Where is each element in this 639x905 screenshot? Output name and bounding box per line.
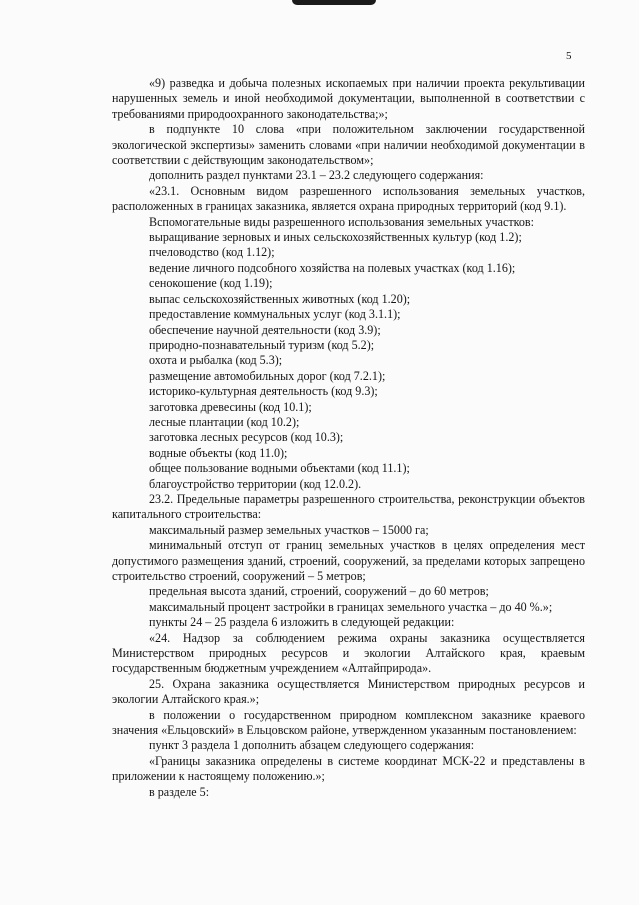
- paragraph-boundaries: «Границы заказника определены в системе координат МСК-22 и представлены в приложении к настоящему положению.»;: [112, 753, 585, 784]
- paragraph-23-1: «23.1. Основным видом разрешенного использования земельных участков, расположенных в границах заказника, является охрана природных территорий (код 9.1).: [112, 183, 585, 214]
- paragraph-section-5: в разделе 5:: [149, 784, 210, 799]
- list-item: ведение личного подсобного хозяйства на полевых участках (код 1.16);: [149, 260, 516, 275]
- list-item: обеспечение научной деятельности (код 3.9);: [149, 322, 381, 337]
- page-number: 5: [566, 50, 572, 62]
- list-item: максимальный процент застройки в границах земельного участка – до 40 %.»;: [149, 599, 553, 614]
- paragraph-add-items: дополнить раздел пунктами 23.1 – 23.2 следующего содержания:: [149, 168, 484, 183]
- paragraph-position-eltsovsky: в положении о государственном природном комплексном заказнике краевого значения «Ельцовский» в Ельцовском районе, утвержденном указанным постановлением:: [112, 707, 585, 738]
- paragraph-23-2: 23.2. Предельные параметры разрешенного строительства, реконструкции объектов капитального строительства:: [112, 491, 585, 522]
- scan-binding-mark: [292, 0, 376, 5]
- list-item: выращивание зерновых и иных сельскохозяйственных культур (код 1.2);: [149, 230, 522, 245]
- paragraph-25: 25. Охрана заказника осуществляется Министерством природных ресурсов и экологии Алтайского края.»;: [112, 676, 585, 707]
- paragraph-24: «24. Надзор за соблюдением режима охраны заказника осуществляется Министерством природных ресурсов и экологии Алтайского края, краевым государственным бюджетным учреждением «Алтайприрода».: [112, 630, 585, 676]
- list-item: природно-познавательный туризм (код 5.2);: [149, 337, 375, 352]
- paragraph-subitem-10: в подпункте 10 слова «при положительном заключении государственной экологической экспертизы» заменить словами «при наличии необходимой документации в соответствии с действующим законодательством»;: [112, 122, 585, 168]
- list-item: водные объекты (код 11.0);: [149, 445, 288, 460]
- list-item: охота и рыбалка (код 5.3);: [149, 353, 283, 368]
- list-item: сенокошение (код 1.19);: [149, 276, 273, 291]
- document-body: [112, 76, 585, 800]
- list-item: заготовка древесины (код 10.1);: [149, 399, 312, 414]
- list-item: общее пользование водными объектами (код 11.1);: [149, 461, 410, 476]
- paragraph-aux-uses: Вспомогательные виды разрешенного использования земельных участков:: [149, 214, 534, 229]
- list-item: пчеловодство (код 1.12);: [149, 245, 275, 260]
- paragraph-item-9: «9) разведка и добыча полезных ископаемых при наличии проекта рекультивации нарушенных земель и иной необходимой документации, выполненной в соответствии с требованиями природоохранного законодательства;»;: [112, 76, 585, 121]
- list-item: максимальный размер земельных участков – 15000 га;: [149, 522, 429, 537]
- list-item: заготовка лесных ресурсов (код 10.3);: [149, 430, 344, 445]
- paragraph-item-3: пункт 3 раздела 1 дополнить абзацем следующего содержания:: [149, 738, 475, 753]
- list-item: предоставление коммунальных услуг (код 3.1.1);: [149, 307, 401, 322]
- list-item: предельная высота зданий, строений, сооружений – до 60 метров;: [149, 584, 489, 599]
- list-item: благоустройство территории (код 12.0.2).: [149, 476, 362, 491]
- list-item: выпас сельскохозяйственных животных (код 1.20);: [149, 291, 411, 306]
- list-item: лесные плантации (код 10.2);: [149, 414, 300, 429]
- list-item: историко-культурная деятельность (код 9.3);: [149, 384, 378, 399]
- paragraph-items-24-25: пункты 24 – 25 раздела 6 изложить в следующей редакции:: [149, 615, 455, 630]
- list-item: размещение автомобильных дорог (код 7.2.1);: [149, 368, 386, 383]
- paragraph-min-offset: минимальный отступ от границ земельных участков в целях определения мест допустимого размещения зданий, строений, сооружений, за пределами которых запрещено строительство строений, сооружений – 5 метров;: [112, 538, 585, 583]
